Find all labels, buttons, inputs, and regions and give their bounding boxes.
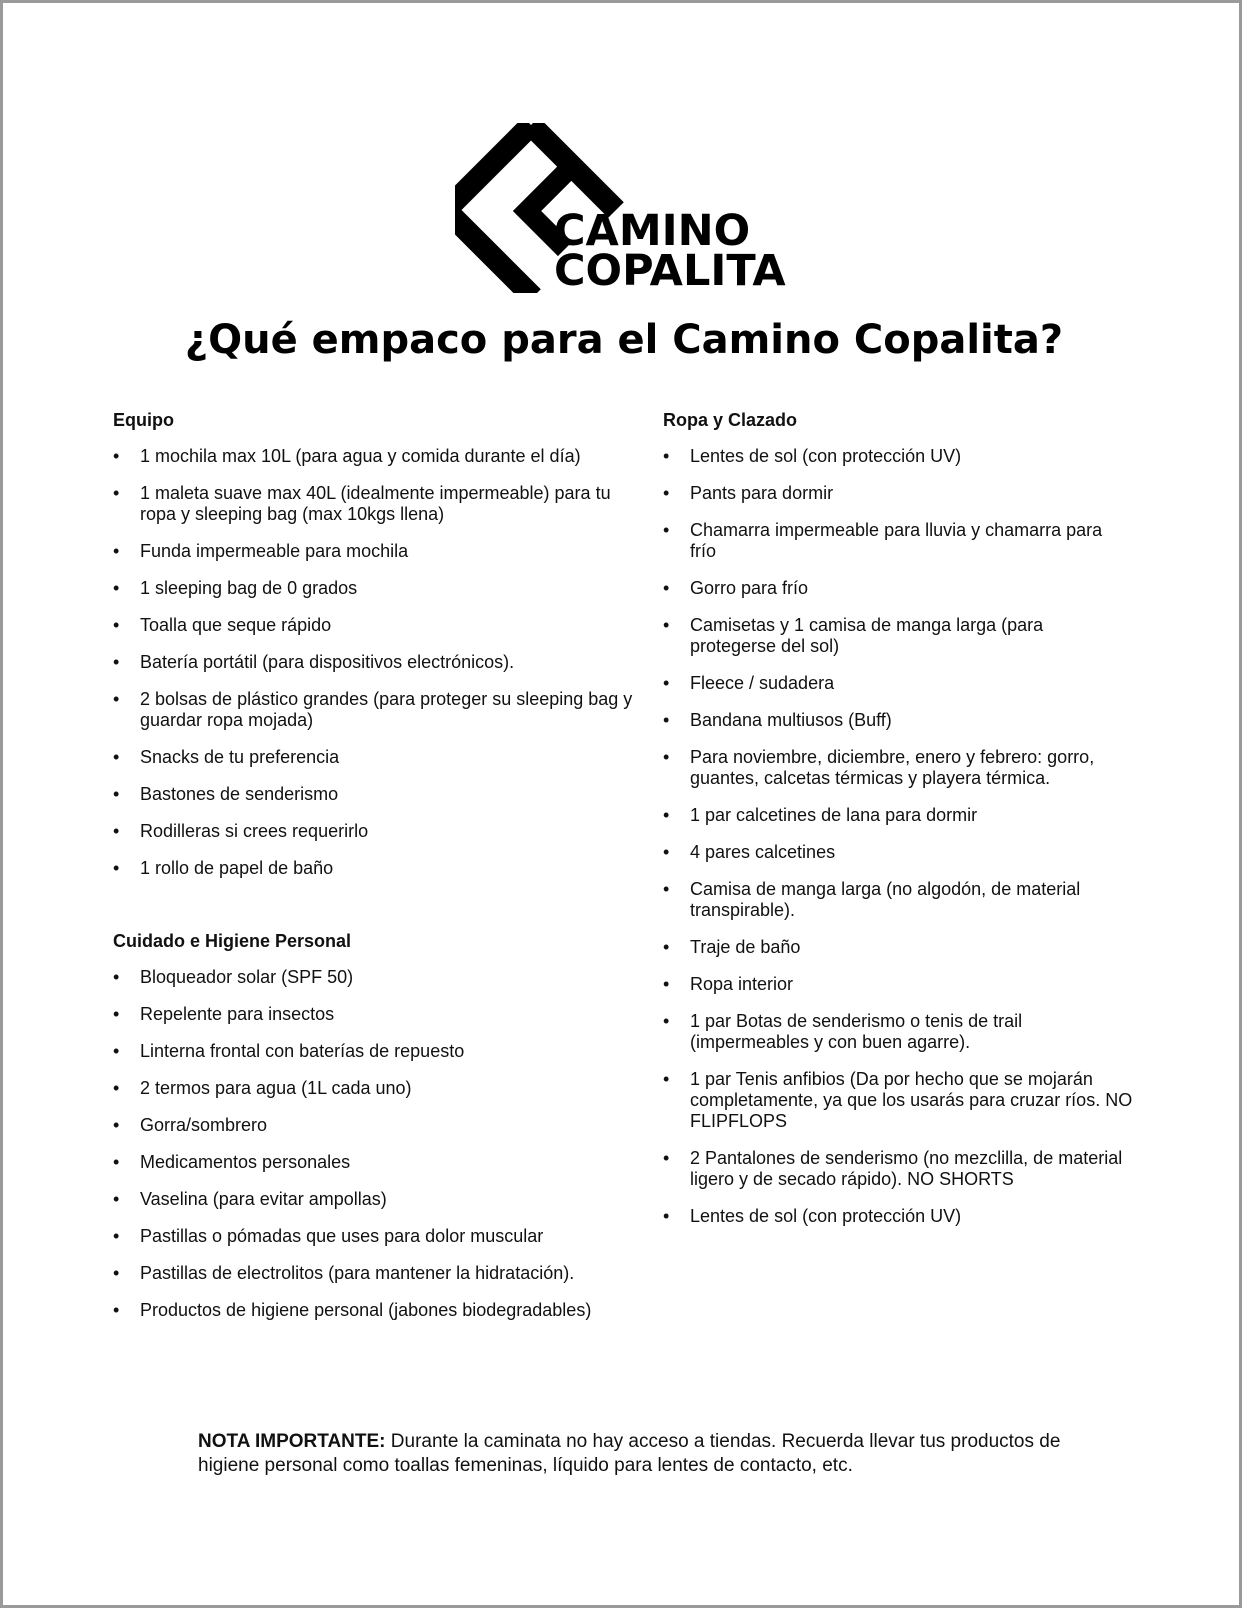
- list-item: • Vaselina (para evitar ampollas): [113, 1189, 633, 1210]
- higiene-list: [113, 967, 633, 1321]
- section-heading-higiene: Cuidado e Higiene Personal: [113, 931, 352, 951]
- list-item: • Bloqueador solar (SPF 50): [113, 967, 633, 988]
- note-label: NOTA IMPORTANTE:: [198, 1431, 386, 1452]
- list-item: • 1 maleta suave max 40L (idealmente impermeable) para tu ropa y sleeping bag (max 10kgs llena): [113, 483, 633, 525]
- list-item: • 2 bolsas de plástico grandes (para proteger su sleeping bag y guardar ropa mojada): [113, 689, 633, 731]
- important-note: [198, 1430, 1118, 1478]
- list-item: • Lentes de sol (con protección UV): [663, 446, 1133, 467]
- list-item: • Camisa de manga larga (no algodón, de material transpirable).: [663, 879, 1133, 921]
- list-item: • 1 sleeping bag de 0 grados: [113, 578, 633, 599]
- logo-line-1: CAMINO: [554, 206, 751, 256]
- list-item: • 1 mochila max 10L (para agua y comida durante el día): [113, 446, 633, 467]
- list-item: • Productos de higiene personal (jabones biodegradables): [113, 1300, 633, 1321]
- list-item: • Rodilleras si crees requerirlo: [113, 821, 633, 842]
- right-column: [663, 409, 1133, 1243]
- list-item: • Funda impermeable para mochila: [113, 541, 633, 562]
- list-item: • Bandana multiusos (Buff): [663, 710, 1133, 731]
- list-item: • Gorro para frío: [663, 578, 1133, 599]
- list-item: • Batería portátil (para dispositivos electrónicos).: [113, 652, 633, 673]
- list-item: • Bastones de senderismo: [113, 784, 633, 805]
- equipo-list: [113, 446, 633, 879]
- list-item: • Linterna frontal con baterías de repuesto: [113, 1041, 633, 1062]
- camino-copalita-logo: [455, 123, 795, 296]
- list-item: • Medicamentos personales: [113, 1152, 633, 1173]
- list-item: • Pastillas de electrolitos (para mantener la hidratación).: [113, 1263, 633, 1284]
- logo-line-2: COPALITA: [554, 246, 786, 296]
- page-title: ¿Qué empaco para el Camino Copalita?: [184, 317, 1064, 363]
- list-item: • 2 Pantalones de senderismo (no mezclilla, de material ligero y de secado rápido). NO SHORTS: [663, 1148, 1133, 1190]
- logo-wordmark: [554, 206, 786, 296]
- list-item: • 1 par calcetines de lana para dormir: [663, 805, 1133, 826]
- list-item: • 1 par Tenis anfibios (Da por hecho que se mojarán completamente, ya que los usarás para cruzar ríos. NO FLIPFLOPS: [663, 1069, 1133, 1132]
- list-item: • Snacks de tu preferencia: [113, 747, 633, 768]
- left-column: [113, 409, 633, 1337]
- ropa-list: [663, 446, 1133, 1227]
- list-item: • Para noviembre, diciembre, enero y febrero: gorro, guantes, calcetas térmicas y playera térmica.: [663, 747, 1133, 789]
- list-item: • Chamarra impermeable para lluvia y chamarra para frío: [663, 520, 1133, 562]
- list-item: • Traje de baño: [663, 937, 1133, 958]
- list-item: • 1 par Botas de senderismo o tenis de trail (impermeables y con buen agarre).: [663, 1011, 1133, 1053]
- list-item: • Fleece / sudadera: [663, 673, 1133, 694]
- list-item: • Camisetas y 1 camisa de manga larga (para protegerse del sol): [663, 615, 1133, 657]
- list-item: • 2 termos para agua (1L cada uno): [113, 1078, 633, 1099]
- note-text: Durante la caminata no hay acceso a tiendas. Recuerda llevar tus productos de higiene personal como toallas femeninas, líquido para lentes de contacto, etc.: [198, 1431, 1061, 1476]
- list-item: • 1 rollo de papel de baño: [113, 858, 633, 879]
- list-item: • Repelente para insectos: [113, 1004, 633, 1025]
- list-item: • Toalla que seque rápido: [113, 615, 633, 636]
- list-item: • Pants para dormir: [663, 483, 1133, 504]
- list-item: • 4 pares calcetines: [663, 842, 1133, 863]
- section-heading-ropa: Ropa y Clazado: [663, 410, 798, 430]
- list-item: • Lentes de sol (con protección UV): [663, 1206, 1133, 1227]
- section-heading-equipo: Equipo: [113, 410, 174, 430]
- list-item: • Pastillas o pómadas que uses para dolor muscular: [113, 1226, 633, 1247]
- list-item: • Ropa interior: [663, 974, 1133, 995]
- list-item: • Gorra/sombrero: [113, 1115, 633, 1136]
